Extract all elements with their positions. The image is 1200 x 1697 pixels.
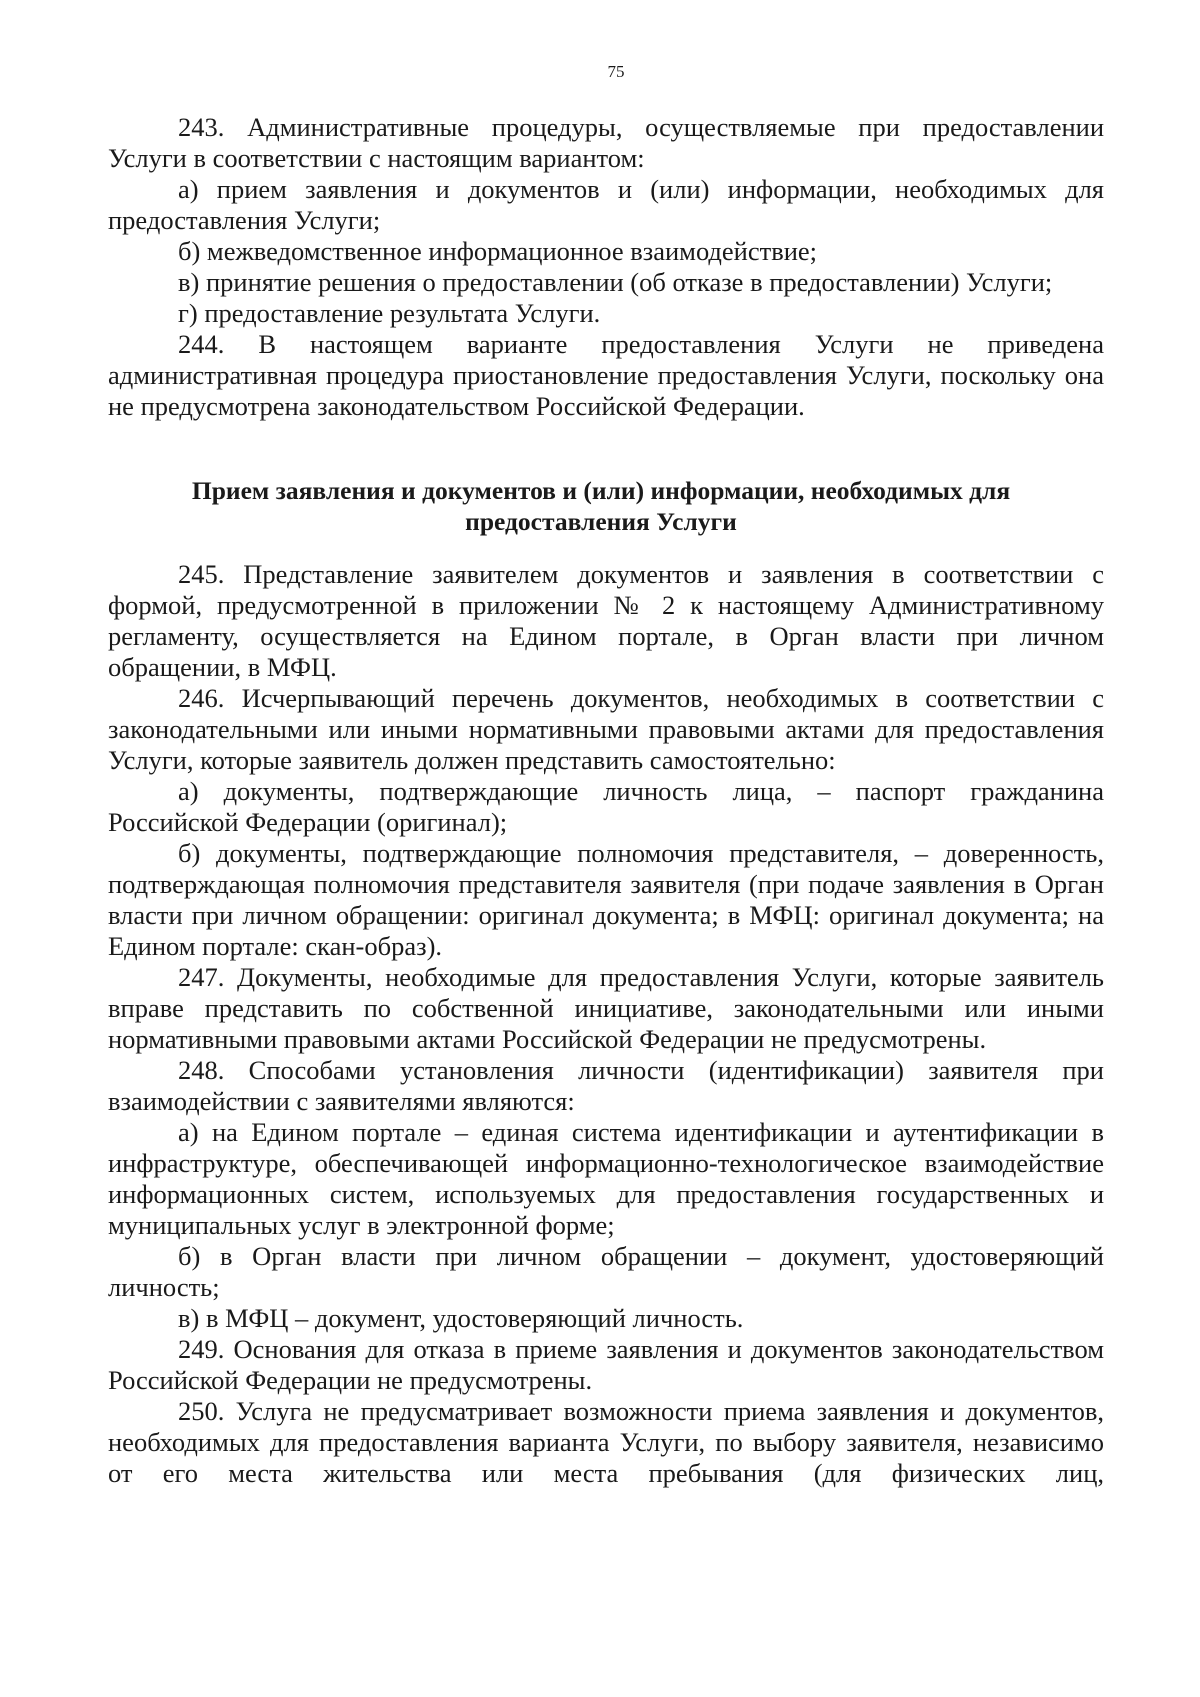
paragraph-246: 246. Исчерпывающий перечень документов, необходимых в соответствии с законодательными или иными нормативными правовыми актами для предоставления Услуги, которые заявитель должен представить самостоятельно:	[108, 683, 1104, 775]
paragraph-250: 250. Услуга не предусматривает возможности приема заявления и документов, необходимых для предоставления варианта Услуги, по выбору заявителя, независимо от его места жительства или места пребывания (для физических лиц,	[108, 1396, 1104, 1488]
paragraph-243: 243. Административные процедуры, осуществляемые при предоставлении Услуги в соответствии с настоящим вариантом:	[108, 112, 1104, 173]
paragraph-248: 248. Способами установления личности (идентификации) заявителя при взаимодействии с заявителями являются:	[108, 1055, 1104, 1116]
list-item-248-b: б) в Орган власти при личном обращении – документ, удостоверяющий личность;	[108, 1241, 1104, 1302]
list-item-a: а) прием заявления и документов и (или) информации, необходимых для предоставления Услуги;	[108, 174, 1104, 235]
paragraph-249: 249. Основания для отказа в приеме заявления и документов законодательством Российской Федерации не предусмотрены.	[108, 1334, 1104, 1395]
list-item-b: б) межведомственное информационное взаимодействие;	[178, 236, 818, 266]
list-item-248-v: в) в МФЦ – документ, удостоверяющий личность.	[178, 1303, 744, 1333]
paragraph-247: 247. Документы, необходимые для предоставления Услуги, которые заявитель вправе представить по собственной инициативе, законодательными или иными нормативными правовыми актами Российской Федерации не предусмотрены.	[108, 962, 1104, 1054]
page-number: 75	[607, 62, 625, 81]
list-item-g: г) предоставление результата Услуги.	[178, 298, 601, 328]
paragraph-245: 245. Представление заявителем документов и заявления в соответствии с формой, предусмотренной в приложении № 2 к настоящему Административному регламенту, осуществляется на Едином портале, в Орган власти при личном обращении, в МФЦ.	[108, 559, 1104, 682]
list-item-248-a: а) на Едином портале – единая система идентификации и аутентификации в инфраструктуре, обеспечивающей информационно-технологическое взаимодействие информационных систем, используемых для предоставления государственных и муниципальных услуг в электронной форме;	[108, 1117, 1104, 1240]
list-item-246-a: а) документы, подтверждающие личность лица, – паспорт гражданина Российской Федерации (оригинал);	[108, 776, 1104, 837]
list-item-246-b: б) документы, подтверждающие полномочия представителя, – доверенность, подтверждающая полномочия представителя заявителя (при подаче заявления в Орган власти при личном обращении: оригинал документа; в МФЦ: оригинал документа; на Едином портале: скан-образ).	[108, 838, 1104, 961]
section-heading: Прием заявления и документов и (или) информации, необходимых для предоставления Услуги	[191, 476, 1011, 536]
list-item-v: в) принятие решения о предоставлении (об отказе в предоставлении) Услуги;	[178, 267, 1053, 297]
paragraph-244: 244. В настоящем варианте предоставления Услуги не приведена административная процедура приостановление предоставления Услуги, поскольку она не предусмотрена законодательством Российской Федерации.	[108, 329, 1104, 421]
